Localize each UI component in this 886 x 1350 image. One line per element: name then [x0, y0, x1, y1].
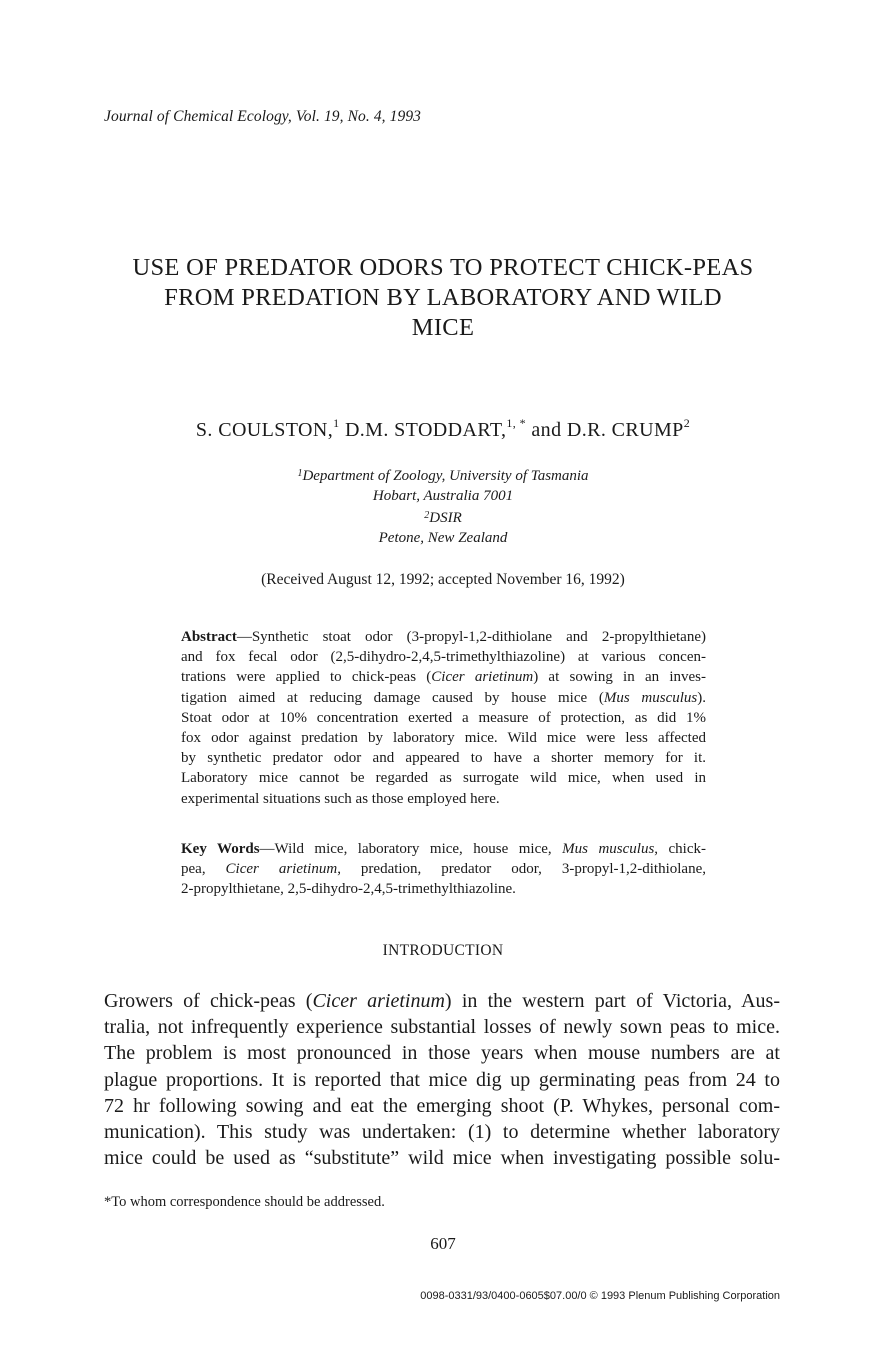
author-name: S. COULSTON,	[195, 419, 334, 441]
body-line: tralia, not infrequently experience substantial losses of newly sown peas to mice.	[104, 1016, 780, 1039]
keywords-label: Key Words	[181, 841, 260, 857]
keywords-line: 2-propylthietane, 2,5-dihydro-2,4,5-trimethylthiazoline.	[181, 881, 516, 898]
body-line: mice could be used as “substitute” wild mice when investigating possible solu-	[104, 1147, 780, 1170]
body-paragraph	[104, 988, 780, 1171]
body-line: The problem is most pronounced in those years when mouse numbers are at	[104, 1042, 780, 1065]
abstract-line: by synthetic predator odor and appeared to have a shorter memory for it.	[181, 750, 706, 767]
received-dates: (Received August 12, 1992; accepted November 16, 1992)	[261, 571, 625, 588]
paper-title	[80, 253, 806, 343]
author-name: D.R. CRUMP	[566, 419, 684, 441]
footnote: *To whom correspondence should be addressed.	[104, 1194, 385, 1210]
abstract-label: Abstract	[181, 629, 237, 645]
affiliation-1	[150, 466, 736, 506]
body-line: plague proportions. It is reported that mice dig up germinating peas from 24 to	[104, 1068, 780, 1091]
page-number: 607	[430, 1234, 456, 1253]
affiliation-mark: 1	[297, 468, 303, 479]
abstract-line: tigation aimed at reducing damage caused by house mice (Mus musculus).	[181, 689, 706, 706]
abstract-line: Stoat odor at 10% concentration exerted a measure of protection, as did 1%	[181, 709, 706, 726]
author-affiliation-mark: 1, *	[506, 416, 526, 430]
affiliation-institute: DSIR	[429, 510, 462, 526]
title-line-3: MICE	[411, 314, 475, 341]
body-line: Growers of chick-peas (Cicer arietinum) in the western part of Victoria, Aus-	[104, 990, 780, 1012]
affiliation-2	[150, 508, 736, 548]
abstract-line: —Synthetic stoat odor (3-propyl-1,2-dithiolane and 2-propylthietane)	[236, 629, 706, 645]
author-affiliation-mark: 2	[683, 416, 691, 430]
section-heading: INTRODUCTION	[382, 942, 504, 959]
author-conjunction: and	[531, 419, 562, 441]
author-affiliation-mark: 1	[333, 416, 340, 430]
abstract-line: and fox fecal odor (2,5-dihydro-2,4,5-trimethylthiazoline) at various concen-	[181, 649, 706, 666]
affiliation-department: Department of Zoology, University of Tasmania	[302, 468, 589, 484]
abstract	[181, 627, 706, 809]
keywords-line: pea, Cicer arietinum, predation, predator odor, 3-propyl-1,2-dithiolane,	[181, 861, 706, 878]
body-line: munication). This study was undertaken: (1) to determine whether laboratory	[104, 1120, 780, 1143]
keywords-line: —Wild mice, laboratory mice, house mice, Mus musculus, chick-	[259, 841, 707, 857]
affiliation-city: Hobart, Australia 7001	[372, 488, 514, 504]
affiliation-city: Petone, New Zealand	[378, 530, 508, 546]
abstract-line: experimental situations such as those employed here.	[181, 790, 500, 807]
author-list	[80, 416, 806, 442]
body-line: 72 hr following sowing and eat the emerging shoot (P. Whykes, personal com-	[104, 1094, 780, 1117]
abstract-line: trations were applied to chick-peas (Cicer arietinum) at sowing in an inves-	[181, 669, 707, 686]
key-words	[181, 839, 706, 900]
journal-citation: Journal of Chemical Ecology, Vol. 19, No. 4, 1993	[104, 108, 422, 125]
affiliation-mark: 2	[424, 510, 430, 521]
title-line-1: USE OF PREDATOR ODORS TO PROTECT CHICK-PEAS	[132, 254, 754, 281]
abstract-line: fox odor against predation by laboratory mice. Wild mice were less affected	[181, 729, 706, 746]
author-name: D.M. STODDART,	[344, 419, 507, 441]
title-line-2: FROM PREDATION BY LABORATORY AND WILD	[164, 284, 722, 311]
copyright-line: 0098-0331/93/0400-0605$07.00/0 © 1993 Plenum Publishing Corporation	[420, 1290, 780, 1302]
abstract-line: Laboratory mice cannot be regarded as surrogate wild mice, when used in	[181, 770, 706, 787]
